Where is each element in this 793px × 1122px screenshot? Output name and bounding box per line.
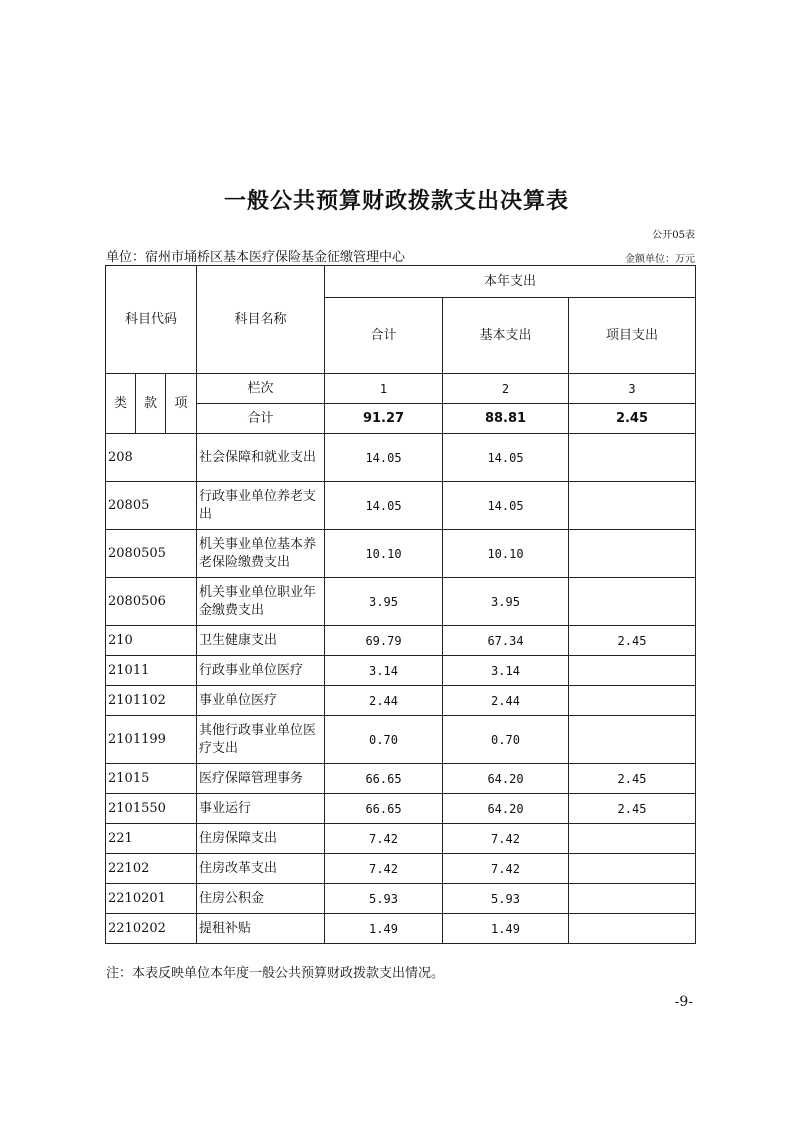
row-total: 7.42 <box>325 854 443 884</box>
row-code: 221 <box>106 824 197 854</box>
header-kuan: 款 <box>136 374 166 434</box>
row-code: 21015 <box>106 764 197 794</box>
sum-project: 2.45 <box>569 404 696 434</box>
form-number: 公开05表 <box>652 230 695 241</box>
unit-label: 单位：宿州市埇桥区基本医疗保险基金征缴管理中心 <box>106 250 406 265</box>
row-basic: 67.34 <box>443 626 569 656</box>
row-total: 7.42 <box>325 824 443 854</box>
row-basic: 5.93 <box>443 884 569 914</box>
row-total: 5.93 <box>325 884 443 914</box>
row-basic: 14.05 <box>443 482 569 530</box>
row-code: 2210201 <box>106 884 197 914</box>
table-row <box>106 884 696 914</box>
row-basic: 10.10 <box>443 530 569 578</box>
row-basic: 0.70 <box>443 716 569 764</box>
row-code: 2210202 <box>106 914 197 944</box>
table-row <box>106 854 696 884</box>
header-name: 科目名称 <box>197 266 325 374</box>
row-code: 22102 <box>106 854 197 884</box>
row-name: 事业单位医疗 <box>197 686 325 716</box>
row-name: 住房保障支出 <box>197 824 325 854</box>
row-basic: 64.20 <box>443 794 569 824</box>
row-basic: 1.49 <box>443 914 569 944</box>
row-total: 14.05 <box>325 482 443 530</box>
table-row <box>106 626 696 656</box>
header-current-year: 本年支出 <box>325 266 696 298</box>
page-number: -9- <box>674 994 693 1010</box>
table-row <box>106 824 696 854</box>
row-code: 2080506 <box>106 578 197 626</box>
row-name: 提租补贴 <box>197 914 325 944</box>
row-total: 69.79 <box>325 626 443 656</box>
table-row <box>106 530 696 578</box>
row-name: 其他行政事业单位医疗支出 <box>197 716 325 764</box>
table-row <box>106 656 696 686</box>
col-index-3: 3 <box>569 374 696 404</box>
row-total: 0.70 <box>325 716 443 764</box>
row-code: 2101199 <box>106 716 197 764</box>
row-code: 2080505 <box>106 530 197 578</box>
row-total: 3.95 <box>325 578 443 626</box>
table-row <box>106 794 696 824</box>
row-total: 1.49 <box>325 914 443 944</box>
row-project: 2.45 <box>569 764 696 794</box>
col-index-1: 1 <box>325 374 443 404</box>
row-project <box>569 914 696 944</box>
row-name: 行政事业单位养老支出 <box>197 482 325 530</box>
header-code: 科目代码 <box>106 266 197 374</box>
row-code: 21011 <box>106 656 197 686</box>
row-project: 2.45 <box>569 794 696 824</box>
row-name: 住房改革支出 <box>197 854 325 884</box>
expenditure-table <box>105 265 696 944</box>
row-project <box>569 884 696 914</box>
row-basic: 3.95 <box>443 578 569 626</box>
row-code: 208 <box>106 434 197 482</box>
row-project <box>569 824 696 854</box>
page-title: 一般公共预算财政拨款支出决算表 <box>223 189 569 214</box>
table-row <box>106 686 696 716</box>
amount-unit-label: 金额单位：万元 <box>625 254 695 265</box>
row-project <box>569 656 696 686</box>
row-project <box>569 854 696 884</box>
row-total: 66.65 <box>325 794 443 824</box>
row-name: 机关事业单位职业年金缴费支出 <box>197 578 325 626</box>
row-name: 社会保障和就业支出 <box>197 434 325 482</box>
row-code: 2101102 <box>106 686 197 716</box>
table-row <box>106 434 696 482</box>
row-name: 机关事业单位基本养老保险缴费支出 <box>197 530 325 578</box>
sum-total: 91.27 <box>325 404 443 434</box>
header-total: 合计 <box>325 298 443 374</box>
row-name: 卫生健康支出 <box>197 626 325 656</box>
sum-basic: 88.81 <box>443 404 569 434</box>
row-total: 3.14 <box>325 656 443 686</box>
row-name: 事业运行 <box>197 794 325 824</box>
row-basic: 14.05 <box>443 434 569 482</box>
column-label: 栏次 <box>197 374 325 404</box>
row-code: 20805 <box>106 482 197 530</box>
row-project <box>569 434 696 482</box>
row-basic: 7.42 <box>443 854 569 884</box>
header-basic: 基本支出 <box>443 298 569 374</box>
table-row <box>106 482 696 530</box>
footnote: 注：本表反映单位本年度一般公共预算财政拨款支出情况。 <box>106 966 445 981</box>
row-total: 14.05 <box>325 434 443 482</box>
row-project <box>569 578 696 626</box>
header-lei: 类 <box>106 374 136 434</box>
row-name: 住房公积金 <box>197 884 325 914</box>
row-project <box>569 530 696 578</box>
table-row <box>106 578 696 626</box>
row-code: 2101550 <box>106 794 197 824</box>
row-project <box>569 482 696 530</box>
row-name: 行政事业单位医疗 <box>197 656 325 686</box>
row-total: 10.10 <box>325 530 443 578</box>
sum-label: 合计 <box>197 404 325 434</box>
row-project <box>569 716 696 764</box>
row-total: 2.44 <box>325 686 443 716</box>
row-basic: 64.20 <box>443 764 569 794</box>
col-index-2: 2 <box>443 374 569 404</box>
row-name: 医疗保障管理事务 <box>197 764 325 794</box>
header-xiang: 项 <box>166 374 197 434</box>
table-row <box>106 716 696 764</box>
row-basic: 7.42 <box>443 824 569 854</box>
row-project <box>569 686 696 716</box>
row-total: 66.65 <box>325 764 443 794</box>
table-row <box>106 914 696 944</box>
header-project: 项目支出 <box>569 298 696 374</box>
row-basic: 3.14 <box>443 656 569 686</box>
table-row <box>106 764 696 794</box>
row-code: 210 <box>106 626 197 656</box>
row-basic: 2.44 <box>443 686 569 716</box>
row-project: 2.45 <box>569 626 696 656</box>
